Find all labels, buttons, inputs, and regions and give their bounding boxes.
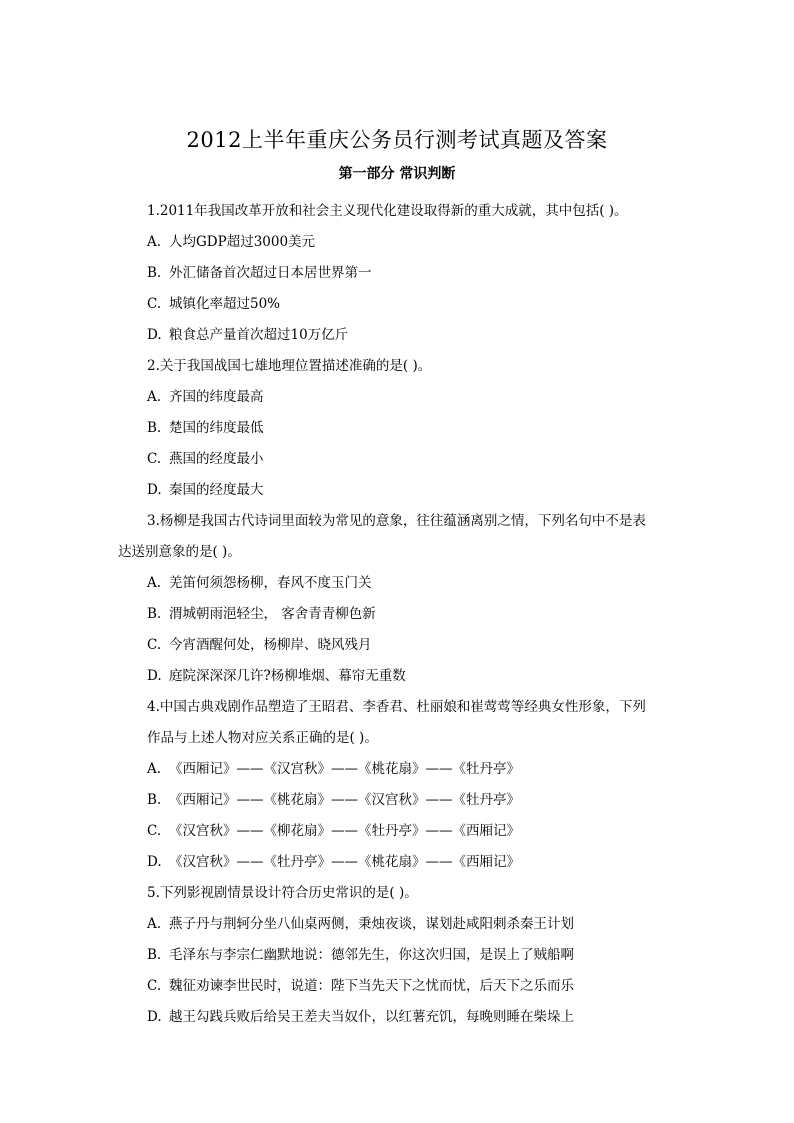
option-d: D. 越王勾践兵败后给吴王差夫当奴仆，以红薯充饥，每晚则睡在柴垛上 (147, 1009, 574, 1025)
option-c: C. 《汉宫秋》——《柳花扇》——《牡丹亭》——《西厢记》 (147, 823, 520, 839)
option-a: A. 《西厢记》——《汉宫秋》——《桃花扇》——《牡丹亭》 (147, 761, 520, 777)
option-d: D. 粮食总产量首次超过10万亿斤 (147, 327, 349, 343)
question-1 (118, 196, 678, 351)
option-b: B. 渭城朝雨浥轻尘， 客舍青青柳色新 (147, 606, 376, 622)
option-b: B. 外汇储备首次超过日本居世界第一 (147, 265, 372, 281)
document-title: 2012上半年重庆公务员行测考试真题及答案 (186, 128, 608, 152)
question-stem: 3.杨柳是我国古代诗词里面较为常见的意象，往往蕴涵离别之情，下列名句中不是表 (147, 513, 646, 529)
question-3 (118, 506, 678, 692)
option-a: A. 羌笛何须怨杨柳，春风不度玉门关 (147, 575, 372, 591)
option-d: D. 《汉宫秋》——《牡丹亭》——《桃花扇》——《西厢记》 (147, 854, 520, 870)
option-c: C. 魏征劝谏李世民时，说道：陛下当先天下之忧而忧，后天下之乐而乐 (147, 978, 574, 994)
question-stem: 2.关于我国战国七雄地理位置描述准确的是( )。 (147, 358, 432, 374)
option-a: A. 燕子丹与荆轲分坐八仙桌两侧，秉烛夜谈，谋划赴咸阳刺杀秦王计划 (147, 916, 574, 932)
option-b: B. 毛泽东与李宗仁幽默地说：德邻先生，你这次归国，是误上了贼船啊 (147, 947, 574, 963)
question-stem: 5.下列影视剧情景设计符合历史常识的是( )。 (147, 885, 418, 901)
option-b: B. 楚国的纬度最低 (147, 420, 264, 436)
question-stem-continued: 作品与上述人物对应关系正确的是( )。 (147, 730, 378, 746)
question-5 (118, 878, 678, 1033)
option-c: C. 燕国的经度最小 (147, 451, 264, 467)
option-a: A. 人均GDP超过3000美元 (147, 234, 316, 250)
option-b: B. 《西厢记》——《桃花扇》——《汉宫秋》——《牡丹亭》 (147, 792, 520, 808)
question-list (118, 196, 678, 1033)
option-d: D. 秦国的经度最大 (147, 482, 264, 498)
question-stem: 1.2011年我国改革开放和社会主义现代化建设取得新的重大成就，其中包括( )。 (147, 203, 628, 219)
question-stem-continued: 达送别意象的是( )。 (118, 544, 241, 560)
option-c: C. 城镇化率超过50% (147, 296, 281, 312)
option-a: A. 齐国的纬度最高 (147, 389, 264, 405)
question-4 (118, 692, 678, 878)
option-c: C. 今宵酒醒何处，杨柳岸、晓风残月 (147, 637, 372, 653)
option-d: D. 庭院深深深几许?杨柳堆烟、幕帘无重数 (147, 668, 406, 684)
question-stem: 4.中国古典戏剧作品塑造了王昭君、李香君、杜丽娘和崔莺莺等经典女性形象，下列 (147, 699, 646, 715)
question-2 (118, 351, 678, 506)
section-heading: 第一部分 常识判断 (338, 166, 456, 182)
